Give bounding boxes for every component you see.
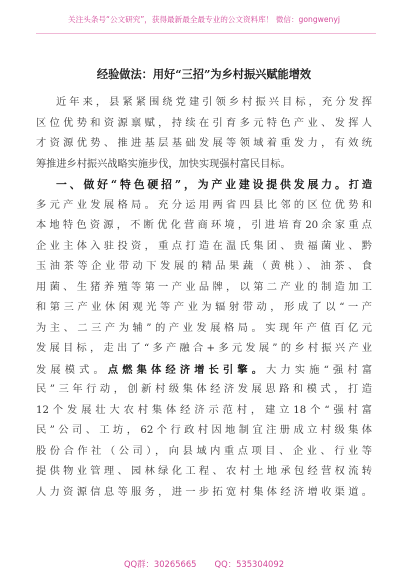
section-heading-line bbox=[36, 175, 372, 196]
body-line: 企业主体入驻投资，重点打造在温氏集团、贵福菌业、黔 bbox=[36, 240, 372, 252]
body-line: 民”公司、工坊，62个行政村因地制宜注册成立村级集体 bbox=[36, 425, 372, 436]
body-line: 为主、二三产为辅”的产业发展格局。实现年产值百亿元 bbox=[36, 322, 372, 334]
qq-contact: QQ：535304092 bbox=[214, 559, 285, 569]
body-line: 本地特色资源，不断优化营商环境，引进培育20余家重点 bbox=[36, 220, 372, 231]
body-line: 筹推进乡村振兴战略实施步伐，加快实现强村富民目标。 bbox=[36, 158, 291, 170]
body-line: 股份合作社（公司），向县域内重点项目、企业、行业等 bbox=[36, 445, 372, 457]
body-line: 玉油茶等企业带动下发展的精品果蔬（黄桃）、油茶、食 bbox=[36, 261, 372, 272]
promo-banner: 关注头条号“公文研究”，获得最新最全最专业的公文资料库！ 微信：gongwenyj bbox=[68, 15, 340, 24]
body-line: 才资源优势、推进基层基础发展等领域着重发力，有效统 bbox=[36, 138, 372, 149]
body-line: 提供物业管理、园林绿化工程、农村土地承包经营权流转 bbox=[36, 466, 372, 477]
contact-footer bbox=[0, 558, 408, 570]
document-title: 经验做法：用好“三招”为乡村振兴赋能增效 bbox=[96, 67, 312, 81]
body-line: 近年来，县紧紧围绕党建引领乡村振兴目标，充分发挥 bbox=[56, 97, 372, 108]
section-heading: 一、做好“特色硬招”，为产业建设提供发展力。 bbox=[56, 178, 349, 191]
body-line: 多元产业发展格局。充分运用两省四县比邻的区位优势和 bbox=[36, 199, 372, 211]
subsection-lead: 点燃集体经济增长引擎。 bbox=[107, 363, 267, 376]
subsection-lead: 打造 bbox=[348, 179, 372, 191]
body-line: 用菌、生猪养殖等第一产业品牌，以第二产业的制造加工 bbox=[36, 281, 372, 293]
body-line: 和第三产业休闲观光等产业为辐射带动，形成了以“一产 bbox=[36, 302, 372, 313]
body-line: 人力资源信息等服务，进一步拓宽村集体经济增收渠道。 bbox=[36, 486, 372, 498]
body-line: 区位优势和资源禀赋，持续在引育多元特色产业、发挥人 bbox=[36, 117, 372, 129]
body-line: 12个发展壮大农村集体经济示范村，建立18个“强村富 bbox=[36, 404, 372, 416]
body-text: 大力实施“强村富 bbox=[266, 364, 372, 376]
body-text: 发展模式。 bbox=[36, 364, 108, 376]
body-line: 民”三年行动，创新村级集体经济发展思路和模式，打造 bbox=[36, 384, 372, 395]
qq-group: QQ群：30265665 bbox=[123, 559, 197, 569]
document-body bbox=[36, 93, 372, 503]
banner-divider bbox=[36, 33, 376, 34]
body-line: 发展目标，走出了“多产融合+多元发展”的乡村振兴产业 bbox=[36, 343, 372, 354]
body-line bbox=[36, 360, 372, 381]
